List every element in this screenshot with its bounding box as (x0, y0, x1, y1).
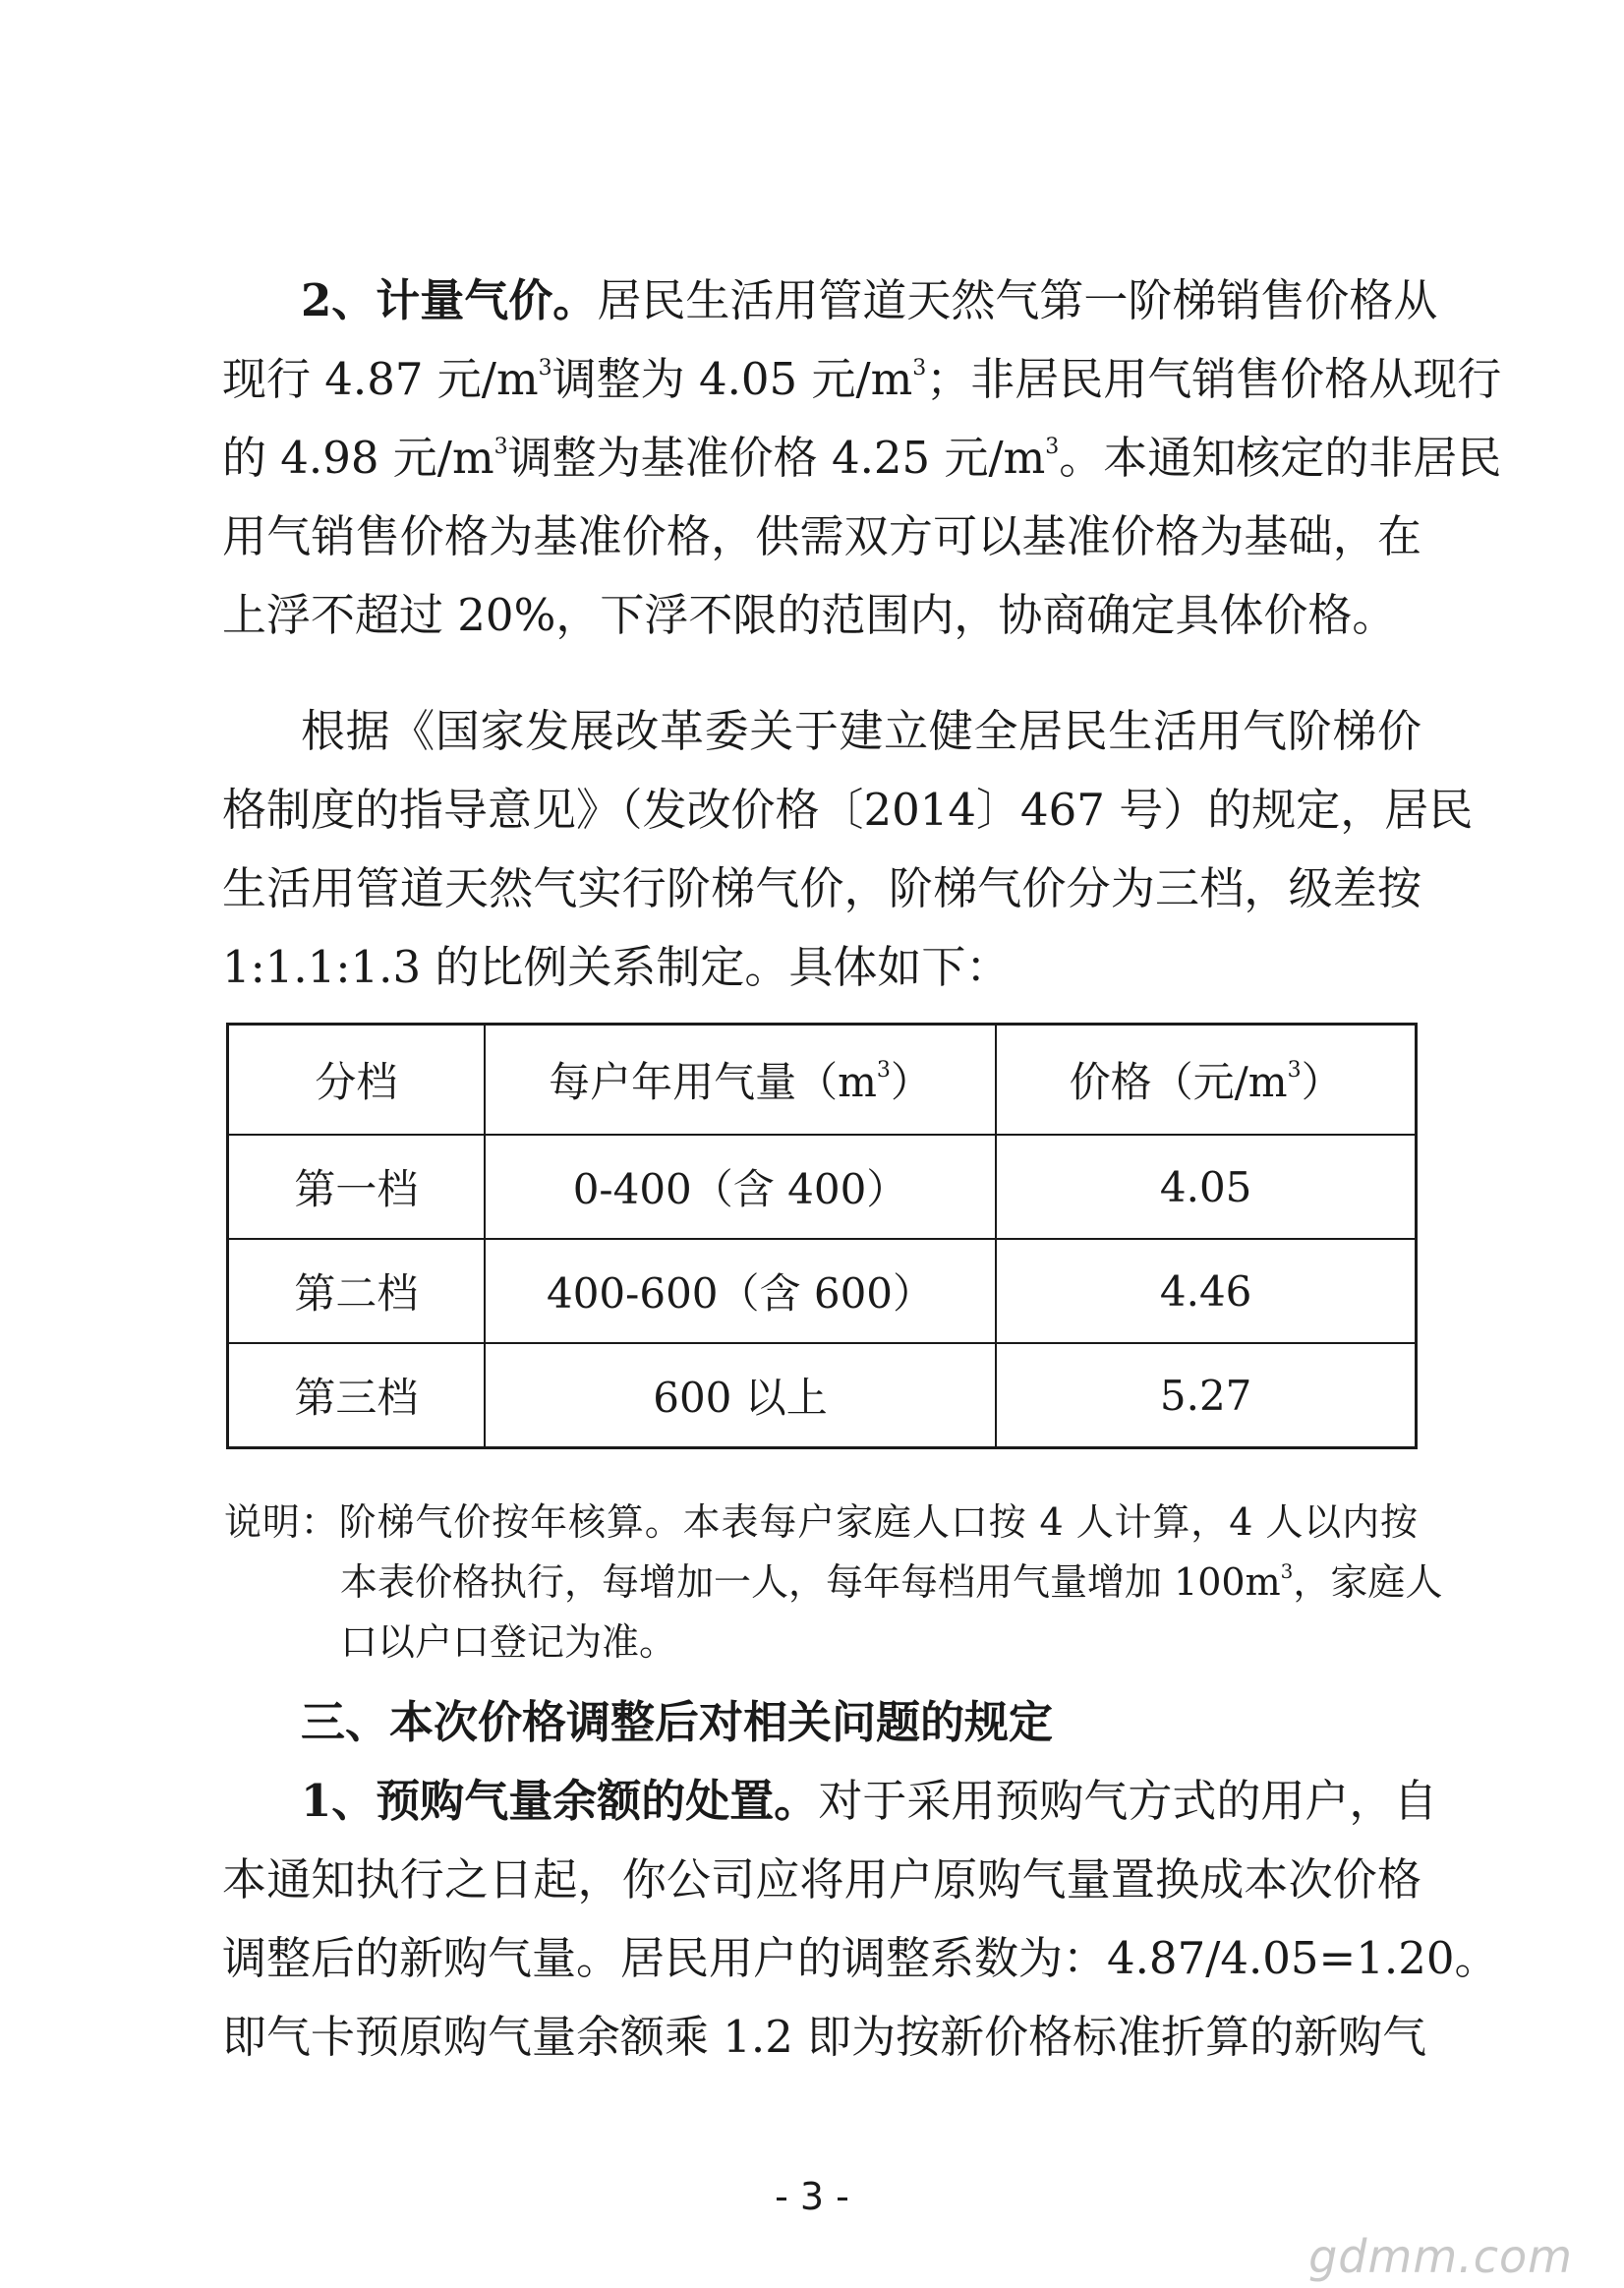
section2-text: 居民生活用管道天然气第一阶梯销售价格从 (597, 274, 1438, 326)
item1-line-4: 即气卡预原购气量余额乘 1.2 即为按新价格标准折算的新购气 (222, 2011, 1427, 2063)
basis-line-1: 根据《国家发展改革委关于建立健全居民生活用气阶梯价 (301, 705, 1421, 757)
tier-cell: 第一档 (228, 1135, 485, 1239)
table-row (228, 1135, 1417, 1239)
volume-cell: 0-400（含 400） (485, 1135, 997, 1239)
text-fragment: 。本通知核定的非居民 (1059, 432, 1502, 484)
item1-line-2: 本通知执行之日起，你公司应将用户原购气量置换成本次价格 (222, 1853, 1421, 1906)
price-cell: 4.46 (996, 1239, 1416, 1343)
section2-line-2 (222, 340, 1502, 419)
basis-line-2: 格制度的指导意见》（发改价格〔2014〕467 号）的规定，居民 (222, 784, 1474, 836)
superscript: 3 (538, 356, 552, 381)
volume-cell: 400-600（含 600） (485, 1239, 997, 1343)
tier-cell: 第二档 (228, 1239, 485, 1343)
superscript: 3 (1045, 435, 1060, 459)
price-cell: 4.05 (996, 1135, 1416, 1239)
volume-cell: 600 以上 (485, 1343, 997, 1448)
section2-line-4: 用气销售价格为基准价格，供需双方可以基准价格为基础，在 (222, 510, 1421, 562)
text-fragment: ；非居民用气销售价格从现行 (926, 353, 1502, 405)
text-fragment: 现行 4.87 元/m (222, 353, 539, 405)
page-number: - 3 - (775, 2175, 849, 2218)
section2-heading: 2、计量气价。 (301, 274, 598, 326)
section2-line-1 (301, 262, 1438, 340)
header-volume (485, 1025, 997, 1136)
watermark: gdmm.com (1308, 2230, 1573, 2283)
note-line-3: 口以户口登记为准。 (340, 1620, 677, 1664)
header-text: 每户年用气量（m (549, 1058, 877, 1106)
text-fragment: 的 4.98 元/m (222, 432, 494, 484)
header-text: ） (1301, 1058, 1343, 1106)
text-fragment: 调整为 4.05 元/m (551, 353, 913, 405)
item1-line-3: 调整后的新购气量。居民用户的调整系数为：4.87/4.05=1.20。 (222, 1932, 1499, 1984)
table-row (228, 1343, 1417, 1448)
price-cell: 5.27 (996, 1343, 1416, 1448)
item1-line-1 (301, 1762, 1438, 1841)
superscript: 3 (876, 1058, 891, 1083)
table-header-row (228, 1025, 1417, 1136)
header-text: 价格（元/m (1069, 1058, 1288, 1106)
superscript: 3 (1287, 1058, 1302, 1083)
note-line-1: 说明：阶梯气价按年核算。本表每户家庭人口按 4 人计算，4 人以内按 (224, 1500, 1418, 1544)
header-price (996, 1025, 1416, 1136)
superscript: 3 (912, 356, 927, 381)
header-text: ） (890, 1058, 932, 1106)
superscript: 3 (493, 435, 508, 459)
tier-price-table (226, 1023, 1418, 1449)
text-fragment: ，家庭人 (1293, 1560, 1443, 1604)
basis-line-3: 生活用管道天然气实行阶梯气价，阶梯气价分为三档，级差按 (222, 862, 1421, 914)
superscript: 3 (1280, 1559, 1294, 1583)
note-line-2 (340, 1553, 1443, 1613)
text-fragment: 调整为基准价格 4.25 元/m (507, 432, 1046, 484)
header-tier: 分档 (228, 1025, 485, 1136)
basis-line-4: 1:1.1:1.3 的比例关系制定。具体如下： (222, 941, 1011, 993)
section2-line-3 (222, 419, 1502, 498)
text-fragment: 对于采用预购气方式的用户，自 (818, 1775, 1438, 1827)
table-row (228, 1239, 1417, 1343)
section2-line-5: 上浮不超过 20%，下浮不限的范围内，协商确定具体价格。 (222, 589, 1397, 641)
section3-heading: 三、本次价格调整后对相关问题的规定 (301, 1696, 1054, 1748)
text-fragment: 本表价格执行，每增加一人，每年每档用气量增加 100m (340, 1560, 1281, 1604)
tier-cell: 第三档 (228, 1343, 485, 1448)
item1-heading: 1、预购气量余额的处置。 (301, 1775, 819, 1827)
